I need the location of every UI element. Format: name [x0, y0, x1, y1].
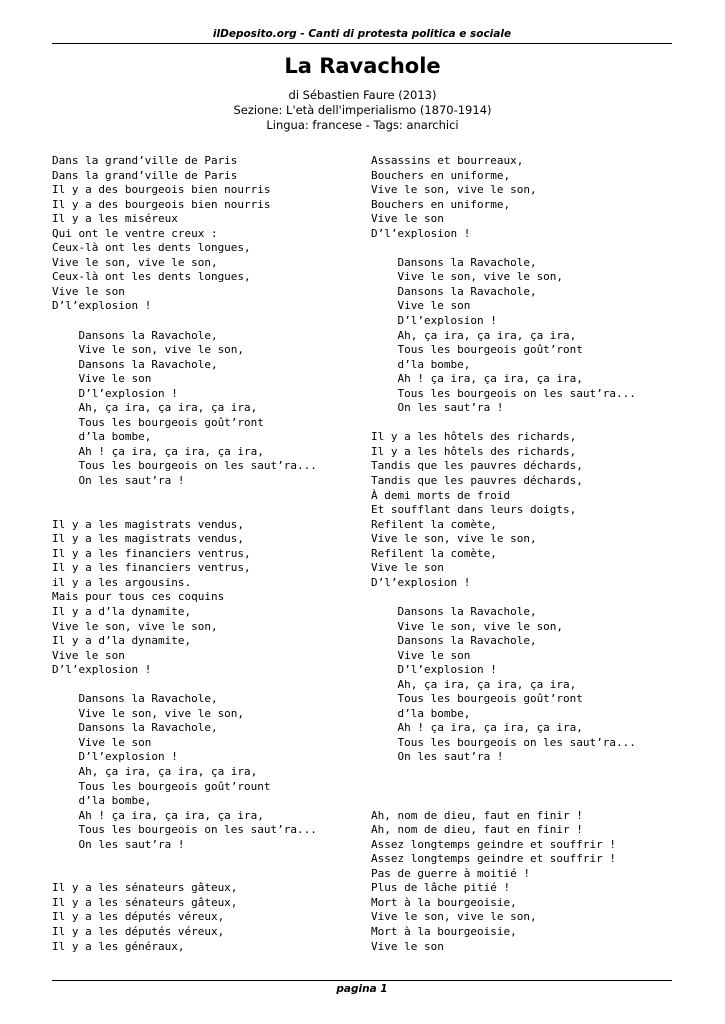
song-title: La Ravachole [284, 54, 441, 78]
lyric-line: D’l’explosion ! [52, 386, 178, 400]
lyric-line: Ah, ça ira, ça ira, ça ira, [52, 764, 258, 778]
lyric-line: d’la bombe, [371, 357, 471, 371]
lyric-line: Vive le son [371, 299, 471, 313]
lyric-line: Ah, ça ira, ça ira, ça ira, [371, 328, 577, 342]
lyric-line: Tandis que les pauvres déchards, [371, 474, 583, 488]
author-line: di Sébastien Faure (2013) [288, 88, 437, 102]
footer-divider [52, 980, 672, 981]
lyric-line: Vive le son, vive le son, [52, 255, 218, 269]
lyric-line: Vive le son, vive le son, [371, 910, 537, 924]
lyric-line: Ah ! ça ira, ça ira, ça ira, [52, 808, 264, 822]
lyric-line: Refilent la comète, [371, 546, 497, 560]
lyric-line: Dansons la Ravachole, [371, 634, 537, 648]
lyrics-column-left [52, 154, 317, 954]
lyric-line: Vive le son [52, 735, 152, 749]
lyric-line: Tous les bourgeois goût’ront [371, 692, 583, 706]
lyric-line: Ah, nom de dieu, faut en finir ! [371, 808, 583, 822]
lyric-line: il y a les argousins. [52, 575, 192, 589]
lyric-line: Vive le son [371, 648, 471, 662]
lyric-line: On les saut’ra ! [52, 474, 185, 488]
lyric-line: Ah, nom de dieu, faut en finir ! [371, 823, 583, 837]
language-tags-line: Lingua: francese - Tags: anarchici [266, 118, 459, 132]
lyric-line: Il y a les magistrats vendus, [52, 517, 245, 531]
lyric-line: d’la bombe, [52, 794, 152, 808]
lyric-line: Il y a les hôtels des richards, [371, 444, 577, 458]
lyric-line: Il y a les financiers ventrus, [52, 546, 251, 560]
lyric-line: Assez longtemps geindre et souffrir ! [371, 852, 617, 866]
lyric-line: Il y a des bourgeois bien nourris [52, 197, 271, 211]
page-number: pagina 1 [336, 983, 388, 995]
lyric-line: Vive le son, vive le son, [52, 619, 218, 633]
lyric-line [371, 765, 636, 780]
lyric-line: Bouchers en uniforme, [371, 168, 511, 182]
lyric-line: Ceux-là ont les dents longues, [52, 241, 251, 255]
lyric-line: Vive le son [52, 284, 125, 298]
song-meta [0, 88, 725, 133]
lyric-line: Il y a les députés véreux, [52, 924, 225, 938]
lyric-line: Ah ! ça ira, ça ira, ça ira, [52, 444, 264, 458]
lyric-line: Vive le son, vive le son, [52, 343, 245, 357]
lyric-line [371, 794, 636, 809]
lyric-line: Il y a les sénateurs gâteux, [52, 881, 238, 895]
lyric-line: D’l’explosion ! [52, 299, 152, 313]
lyric-line: Il y a les financiers ventrus, [52, 561, 251, 575]
lyric-line: Refilent la comète, [371, 517, 497, 531]
lyric-line: D’l’explosion ! [371, 314, 497, 328]
lyric-line: Vive le son, vive le son, [371, 270, 564, 284]
lyric-line: Tous les bourgeois goût’ront [52, 415, 264, 429]
lyric-line: D’l’explosion ! [52, 750, 178, 764]
lyric-line: D’l’explosion ! [52, 663, 152, 677]
lyric-line: Ceux-là ont les dents longues, [52, 270, 251, 284]
lyric-line: Tous les bourgeois goût’ront [371, 343, 583, 357]
lyric-line: Tous les bourgeois goût’rount [52, 779, 271, 793]
lyric-line: Plus de lâche pitié ! [371, 881, 511, 895]
lyric-line [371, 416, 636, 431]
lyric-line [371, 780, 636, 795]
lyric-line: Ah ! ça ira, ça ira, ça ira, [371, 721, 583, 735]
lyric-line: D’l’explosion ! [371, 663, 497, 677]
lyric-line: Pas de guerre à moitié ! [371, 866, 530, 880]
lyric-line: Il y a les magistrats vendus, [52, 532, 245, 546]
lyrics-column-right [371, 154, 636, 954]
lyric-line: Ah, ça ira, ça ira, ça ira, [371, 677, 577, 691]
lyric-line [52, 503, 317, 518]
lyric-line: Bouchers en uniforme, [371, 197, 511, 211]
lyric-line: Vive le son, vive le son, [371, 532, 537, 546]
lyric-line: On les saut’ra ! [371, 750, 504, 764]
lyric-line [371, 241, 636, 256]
lyric-line: Il y a d’la dynamite, [52, 604, 192, 618]
lyric-line: Il y a les généraux, [52, 939, 185, 953]
lyric-line: Tandis que les pauvres déchards, [371, 459, 583, 473]
lyric-line: Dans la grand’ville de Paris [52, 154, 238, 167]
lyric-line: On les saut’ra ! [371, 401, 504, 415]
lyric-line: Mais pour tous ces coquins [52, 590, 225, 604]
lyric-line: Vive le son, vive le son, [52, 706, 245, 720]
lyric-line: D’l’explosion ! [371, 226, 471, 240]
lyric-line: Vive le son, vive le son, [371, 183, 537, 197]
lyric-line: Dansons la Ravachole, [52, 721, 218, 735]
lyric-line [52, 852, 317, 867]
lyric-line: Dansons la Ravachole, [371, 604, 537, 618]
lyric-line: Il y a les députés véreux, [52, 910, 225, 924]
lyric-line: Dansons la Ravachole, [371, 284, 537, 298]
lyric-line: Vive le son [371, 561, 444, 575]
lyric-line: Vive le son [371, 939, 444, 953]
lyric-line: Mort à la bourgeoisie, [371, 924, 517, 938]
lyric-line: D’l’explosion ! [371, 575, 471, 589]
lyric-line [52, 489, 317, 504]
lyric-line: Tous les bourgeois on les saut’ra... [371, 735, 636, 749]
lyric-line: Mort à la bourgeoisie, [371, 895, 517, 909]
lyric-line: Dansons la Ravachole, [52, 357, 218, 371]
lyric-line: Vive le son [52, 648, 125, 662]
section-line: Sezione: L'età dell'imperialismo (1870-1914) [233, 103, 492, 117]
lyric-line [371, 590, 636, 605]
lyric-line: Dansons la Ravachole, [52, 328, 218, 342]
lyric-line [52, 314, 317, 329]
lyric-line: Il y a d’la dynamite, [52, 634, 192, 648]
lyric-line: Il y a les hôtels des richards, [371, 430, 577, 444]
lyric-line: Tous les bourgeois on les saut’ra... [52, 823, 317, 837]
lyric-line: Ah, ça ira, ça ira, ça ira, [52, 401, 258, 415]
lyric-line: On les saut’ra ! [52, 837, 185, 851]
lyric-line: À demi morts de froid [371, 488, 511, 502]
site-header: ilDeposito.org - Canti di protesta politica e sociale [212, 28, 512, 40]
lyric-line: Et soufflant dans leurs doigts, [371, 503, 577, 517]
lyric-line: Il y a les sénateurs gâteux, [52, 895, 238, 909]
lyric-line: Tous les bourgeois on les saut’ra... [52, 459, 317, 473]
header-divider [52, 43, 672, 44]
lyric-line: Dansons la Ravachole, [371, 255, 537, 269]
lyric-line: Il y a les miséreux [52, 212, 178, 226]
lyric-line [52, 867, 317, 882]
lyric-line [52, 678, 317, 693]
lyric-line: Vive le son [52, 372, 152, 386]
lyric-line: Tous les bourgeois on les saut’ra... [371, 386, 636, 400]
lyric-line: Vive le son, vive le son, [371, 619, 564, 633]
lyric-line: Dans la grand’ville de Paris [52, 168, 238, 182]
lyric-line: Vive le son [371, 212, 444, 226]
lyric-line: Ah ! ça ira, ça ira, ça ira, [371, 372, 583, 386]
lyric-line: Qui ont le ventre creux : [52, 226, 218, 240]
lyric-line: Dansons la Ravachole, [52, 692, 218, 706]
lyric-line: d’la bombe, [52, 430, 152, 444]
lyric-line: Assassins et bourreaux, [371, 154, 524, 167]
lyric-line: Il y a des bourgeois bien nourris [52, 183, 271, 197]
lyric-line: Assez longtemps geindre et souffrir ! [371, 837, 617, 851]
lyric-line: d’la bombe, [371, 706, 471, 720]
